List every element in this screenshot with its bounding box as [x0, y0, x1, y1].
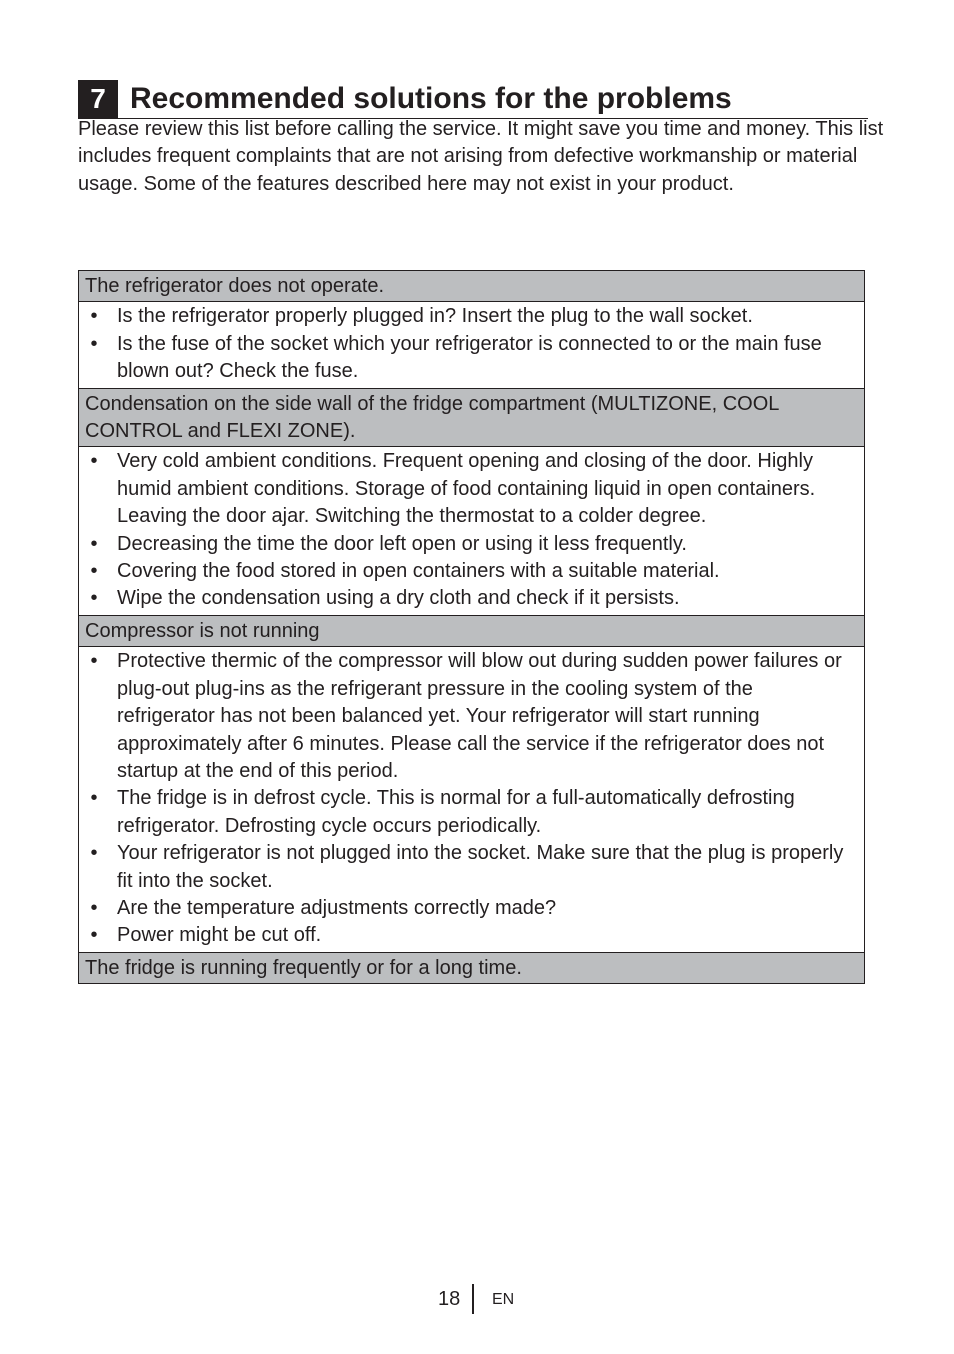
solution-text: Power might be cut off.	[117, 924, 322, 947]
problem-heading: Compressor is not running	[79, 616, 864, 647]
intro-paragraph: Please review this list before calling the service. It might save you time and money. This list includes frequent complaints that are not arising from defective workmanship or material usage. Some of the features described here may not exist in your product.	[78, 118, 884, 195]
footer-divider	[472, 1284, 474, 1314]
solution-text: Your refrigerator is not plugged into the socket. Make sure that the plug is properly fit into the socket.	[117, 842, 844, 892]
solution-text: Are the temperature adjustments correctly made?	[117, 896, 557, 919]
solution-text: Protective thermic of the compressor will blow out during sudden power failures or plug-out plug-ins as the refrigerant pressure in the cooling system of the refrigerator has not been balanced yet. Your refrigerator will start running approximately after 6 minutes. Please call the service if the refrigerator does not startup at the end of this period.	[117, 650, 842, 782]
language-code: EN	[492, 1291, 515, 1308]
solution-text: Very cold ambient conditions. Frequent opening and closing of the door. Highly humid ambient conditions. Storage of food containing liquid in open containers. Leaving the door ajar. Switching the thermostat to a colder degree.	[117, 450, 816, 528]
problem-heading: Condensation on the side wall of the fridge compartment (MULTIZONE, COOL CONTROL and FLEXI ZONE).	[79, 389, 864, 448]
page-number: 18	[438, 1288, 461, 1310]
solution-item	[79, 585, 856, 612]
solution-item	[79, 303, 856, 330]
solution-item	[79, 922, 856, 949]
bullet-icon: •	[90, 532, 98, 555]
solution-text: Covering the food stored in open containers with a suitable material.	[117, 560, 720, 583]
bullet-icon: •	[90, 305, 98, 328]
bullet-icon: •	[90, 924, 98, 947]
problem-heading: The fridge is running frequently or for a long time.	[79, 953, 864, 983]
bullet-icon: •	[90, 650, 98, 673]
solution-text: Wipe the condensation using a dry cloth and check if it persists.	[117, 587, 680, 610]
solution-item	[79, 785, 856, 840]
section-heading	[78, 80, 868, 119]
bullet-icon: •	[90, 896, 98, 919]
solution-item	[79, 895, 856, 922]
bullet-icon: •	[90, 560, 98, 583]
solution-item	[79, 448, 856, 530]
solution-text: The fridge is in defrost cycle. This is normal for a full-automatically defrosting refrigerator. Defrosting cycle occurs periodically.	[117, 787, 795, 837]
section-number-badge: 7	[78, 80, 118, 118]
bullet-icon: •	[90, 787, 98, 810]
solution-list	[79, 647, 864, 952]
solution-item	[79, 648, 856, 785]
solution-list	[79, 302, 864, 388]
section-title: Recommended solutions for the problems	[130, 82, 732, 115]
solution-item	[79, 531, 856, 558]
problems-table	[78, 270, 865, 984]
solution-text: Is the fuse of the socket which your refrigerator is connected to or the main fuse blown out? Check the fuse.	[117, 332, 822, 383]
solution-list	[79, 447, 864, 615]
solution-text: Decreasing the time the door left open or using it less frequently.	[117, 532, 687, 555]
bullet-icon: •	[90, 332, 98, 355]
solution-item	[79, 840, 856, 895]
bullet-icon: •	[90, 587, 98, 610]
solution-item	[79, 558, 856, 585]
solution-text: Is the refrigerator properly plugged in? Insert the plug to the wall socket.	[117, 305, 753, 328]
bullet-icon: •	[90, 450, 98, 473]
problem-heading: The refrigerator does not operate.	[79, 271, 864, 302]
page-footer	[0, 1284, 954, 1316]
bullet-icon: •	[90, 842, 98, 865]
solution-item	[79, 331, 856, 386]
